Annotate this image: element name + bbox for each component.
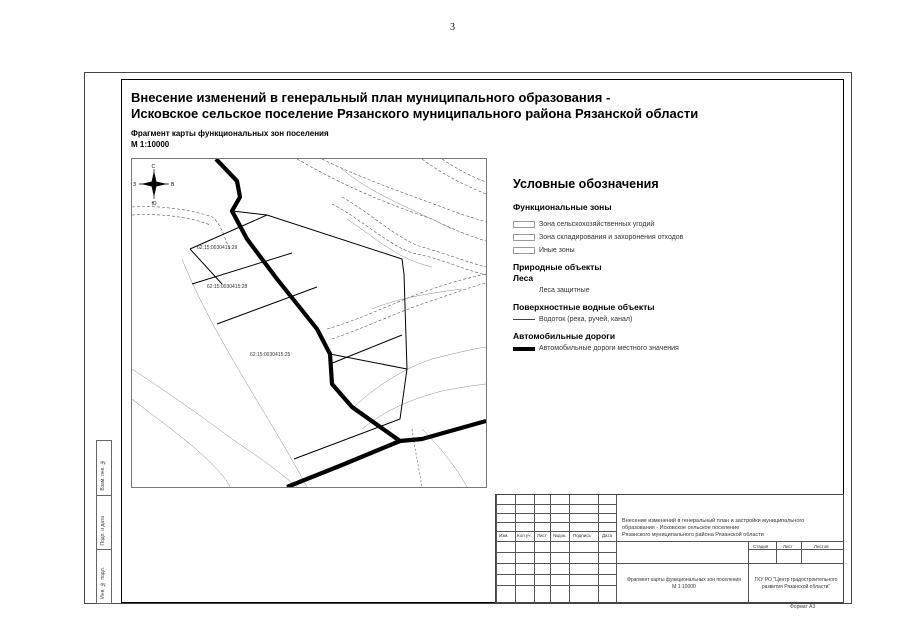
legend-item: [513, 313, 843, 326]
tb-col-header: Кол.уч.: [517, 533, 532, 538]
legend-heading-water: Поверхностные водные объекты: [513, 302, 655, 312]
legend-title: Условные обозначения: [513, 177, 659, 191]
legend-swatch: [513, 319, 535, 320]
legend-swatch: [513, 234, 535, 241]
legend-heading-roads: Автомобильные дороги: [513, 331, 616, 341]
tb-stage-header: Стадия: [753, 544, 769, 549]
legend-swatch: [513, 247, 535, 254]
map-scale: М 1:10000: [131, 140, 170, 149]
parcel-label: 62:15:0030415:29: [197, 245, 238, 251]
tb-project-line-2: образования - Исковское сельское поселение: [622, 525, 740, 531]
tb-org-line-2: развития Рязанской области": [761, 584, 831, 590]
tb-col-header: №док.: [553, 533, 567, 538]
tb-col-header: Изм.: [499, 533, 509, 538]
tb-col-header: Подпись: [573, 533, 591, 538]
page-number: 3: [450, 22, 455, 33]
side-stamp-label: Инв. № подл.: [100, 567, 106, 599]
tb-org-line-1: ГКУ РО "Центр градостроительного: [754, 577, 838, 583]
tb-drawing-line-1: Фрагмент карты функциональных зон поселения: [627, 577, 741, 583]
side-stamp-cell: [97, 441, 111, 496]
legend: [513, 176, 843, 355]
side-stamp-label: Взам. инв. №: [100, 459, 106, 491]
tb-project-line-1: Внесение изменений в генеральный план и застройки муниципального: [622, 518, 805, 524]
title-block: [495, 494, 844, 603]
legend-swatch: [513, 221, 535, 228]
side-stamp-label: Подп. и дата: [100, 515, 106, 545]
legend-subheading-forests: Леса: [513, 273, 534, 283]
side-stamp-cell: [97, 549, 111, 603]
legend-label: Иные зоны: [539, 247, 575, 254]
compass-north: С: [151, 164, 156, 170]
legend-swatch: [513, 347, 535, 351]
compass-south: Ю: [151, 201, 157, 207]
parcel-label: 62:15:0030415:28: [207, 284, 248, 290]
topo-lines: [132, 169, 486, 487]
legend-heading-functional-zones: Функциональные зоны: [513, 202, 612, 212]
tb-col-header: Дата: [602, 533, 612, 538]
map-area: [131, 158, 487, 488]
compass-east: В: [171, 182, 175, 188]
forest-boundaries: [132, 159, 486, 339]
map-drawing: [132, 159, 486, 487]
side-stamp: [96, 440, 112, 604]
legend-label: Зона складирования и захоронения отходов: [539, 234, 684, 241]
legend-label: Автомобильные дороги местного значения: [539, 345, 679, 352]
tb-stage-header: Лист: [783, 544, 793, 549]
compass-west: З: [133, 182, 137, 188]
tb-col-header: Лист: [537, 533, 547, 538]
legend-item: [513, 231, 843, 244]
title-line-2: Исковское сельское поселение Рязанского муниципального района Рязанской области: [131, 106, 699, 121]
side-stamp-cell: [97, 495, 111, 550]
legend-item: [513, 284, 843, 297]
legend-label: Леса защитные: [539, 287, 590, 294]
sheet-format: Формат А3: [790, 604, 816, 610]
local-road-branch: [287, 441, 400, 487]
tb-project-line-3: Рязанского муниципального района Рязанской области: [622, 532, 764, 538]
compass-icon: [133, 164, 175, 207]
tb-stage-header: Листов: [814, 544, 829, 549]
legend-item: [513, 218, 843, 231]
map-subtitle: Фрагмент карты функциональных зон поселения: [131, 129, 329, 138]
local-road: [216, 159, 486, 441]
title-line-1: Внесение изменений в генеральный план муниципального образования -: [131, 90, 611, 105]
legend-heading-natural: Природные объекты: [513, 262, 602, 272]
legend-item: [513, 342, 843, 355]
legend-label: Зона сельскохозяйственных угодий: [539, 221, 655, 228]
legend-item: [513, 244, 843, 257]
legend-label: Водоток (река, ручей, канал): [539, 316, 633, 323]
tb-drawing-line-2: М 1:10000: [672, 584, 696, 590]
page-title: [131, 90, 831, 122]
parcel-label: 62:15:0030415:25: [250, 352, 291, 358]
